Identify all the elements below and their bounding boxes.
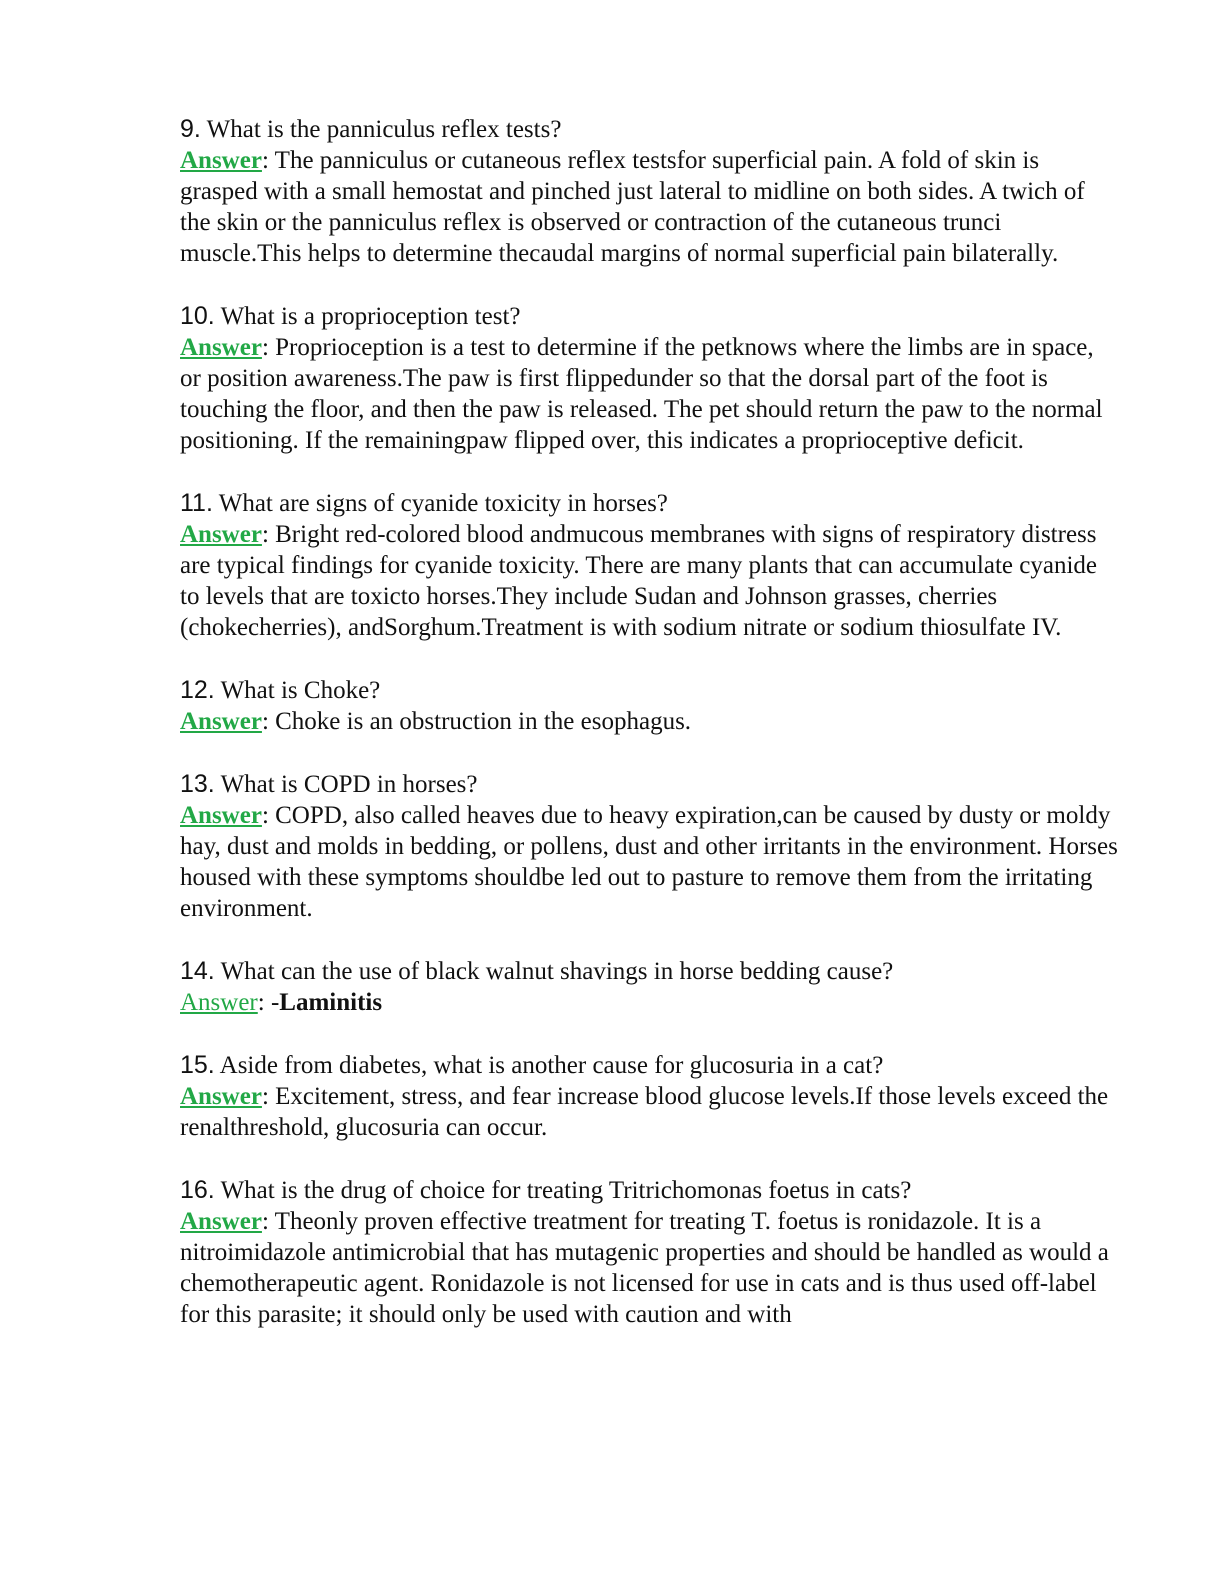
question bbox=[180, 488, 1120, 519]
answer bbox=[180, 519, 1120, 643]
document-page bbox=[180, 114, 1120, 1362]
answer-text: Laminitis bbox=[279, 989, 383, 1016]
question-number: 11. bbox=[180, 489, 213, 517]
answer-label: Answer bbox=[180, 802, 262, 829]
question-text: What is Choke? bbox=[220, 677, 381, 704]
qa-item-13 bbox=[180, 769, 1120, 924]
question-number: 16. bbox=[180, 1176, 215, 1204]
question-text: What are signs of cyanide toxicity in horses? bbox=[218, 490, 668, 517]
answer bbox=[180, 706, 1120, 737]
qa-item-9 bbox=[180, 114, 1120, 269]
question-text: What is a proprioception test? bbox=[220, 303, 521, 330]
answer-text: : Excitement, stress, and fear increase blood glucose levels.If those levels exceed the renalthreshold, glucosuria can occur. bbox=[180, 1083, 1109, 1141]
qa-item-11 bbox=[180, 488, 1120, 643]
question-text: Aside from diabetes, what is another cause for glucosuria in a cat? bbox=[219, 1052, 884, 1079]
question-number: 12. bbox=[180, 676, 215, 704]
question-text: What is the drug of choice for treating Tritrichomonas foetus in cats? bbox=[220, 1177, 912, 1204]
qa-item-16 bbox=[180, 1175, 1120, 1330]
answer bbox=[180, 987, 1120, 1018]
answer-label: Answer bbox=[180, 989, 258, 1016]
question bbox=[180, 1050, 1120, 1081]
question-text: What is COPD in horses? bbox=[220, 771, 478, 798]
question-number: 14. bbox=[180, 957, 215, 985]
answer-text: : Bright red-colored blood andmucous membranes with signs of respiratory distress are typical findings for cyanide toxicity. There are many plants that can accumulate cyanide to levels that are toxicto horses.They include Sudan and Johnson grasses, cherries (chokecherries), andSorghum.Treatment is with sodium nitrate or sodium thiosulfate IV. bbox=[180, 521, 1097, 641]
answer bbox=[180, 145, 1120, 269]
question bbox=[180, 301, 1120, 332]
question-number: 13. bbox=[180, 770, 215, 798]
answer-label: Answer bbox=[180, 708, 262, 735]
answer-text: : The panniculus or cutaneous reflex testsfor superficial pain. A fold of skin is grasped with a small hemostat and pinched just lateral to midline on both sides. A twich of the skin or the panniculus reflex is observed or contraction of the cutaneous trunci muscle.This helps to determine thecaudal margins of normal superficial pain bilaterally. bbox=[180, 147, 1085, 267]
answer-label: Answer bbox=[180, 147, 262, 174]
answer-text: : COPD, also called heaves due to heavy expiration,can be caused by dusty or moldy hay, dust and molds in bedding, or pollens, dust and other irritants in the environment. Horses housed with these symptoms shouldbe led out to pasture to remove them from the irritating environment. bbox=[180, 802, 1118, 922]
answer-prefix: : - bbox=[257, 989, 280, 1016]
answer-label: Answer bbox=[180, 1208, 262, 1235]
answer bbox=[180, 332, 1120, 456]
question bbox=[180, 1175, 1120, 1206]
qa-item-15 bbox=[180, 1050, 1120, 1143]
question bbox=[180, 769, 1120, 800]
answer-text: : Theonly proven effective treatment for treating T. foetus is ronidazole. It is a nitroimidazole antimicrobial that has mutagenic properties and should be handled as would a chemotherapeutic agent. Ronidazole is not licensed for use in cats and is thus used off-label for this parasite; it should only be used with caution and with bbox=[180, 1208, 1109, 1328]
answer bbox=[180, 1081, 1120, 1143]
question-number: 9. bbox=[180, 115, 201, 143]
question-number: 10. bbox=[180, 302, 215, 330]
qa-item-14 bbox=[180, 956, 1120, 1018]
answer-label: Answer bbox=[180, 1083, 262, 1110]
qa-item-12 bbox=[180, 675, 1120, 737]
answer-text: : Proprioception is a test to determine if the petknows where the limbs are in space, or position awareness.The paw is first flippedunder so that the dorsal part of the foot is touching the floor, and then the paw is released. The pet should return the paw to the normal positioning. If the remainingpaw flipped over, this indicates a proprioceptive deficit. bbox=[180, 334, 1103, 454]
question bbox=[180, 675, 1120, 706]
answer bbox=[180, 1206, 1120, 1330]
answer-label: Answer bbox=[180, 521, 262, 548]
answer-label: Answer bbox=[180, 334, 262, 361]
answer-text: : Choke is an obstruction in the esophagus. bbox=[261, 708, 692, 735]
question-number: 15. bbox=[180, 1051, 215, 1079]
answer bbox=[180, 800, 1120, 924]
question bbox=[180, 114, 1120, 145]
question-text: What is the panniculus reflex tests? bbox=[206, 116, 562, 143]
qa-item-10 bbox=[180, 301, 1120, 456]
question bbox=[180, 956, 1120, 987]
question-text: What can the use of black walnut shavings in horse bedding cause? bbox=[220, 958, 894, 985]
